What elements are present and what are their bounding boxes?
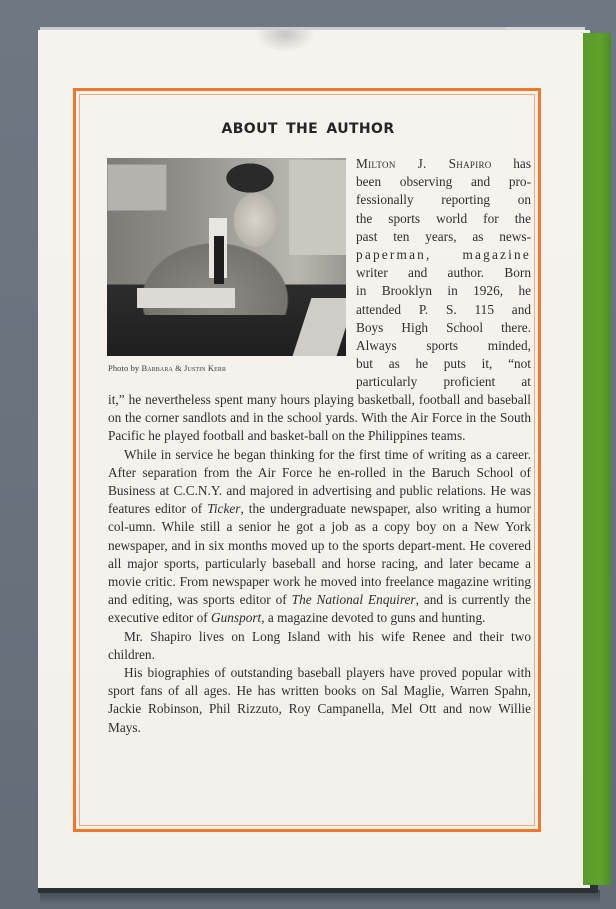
bio-line: Boys High School there. [356, 319, 531, 335]
green-spine-edge [583, 33, 611, 885]
bio-paragraph-4: His biographies of outstanding baseball players have proved popular with sport fans of all ages. He has written books on Sal Maglie, Warren Spahn, Jackie Robinson, Phil Rizzuto, Roy Campanella, Mel Ott and now Willie Mays. [108, 665, 531, 735]
caption-credit: Barbara & Justin Kerr [141, 363, 227, 373]
jacket-crease [255, 30, 315, 52]
bio-line: the sports world for the [356, 210, 531, 226]
bio-wrapped-column [356, 155, 531, 391]
bio-line: writer and author. Born [356, 265, 531, 281]
bio-paragraph-3: Mr. Shapiro lives on Long Island with his wife Renee and their two children. [108, 628, 531, 662]
author-photo [107, 158, 346, 356]
desk-surface [293, 298, 346, 356]
publication-gunsport: Gunsport [211, 610, 262, 626]
typewriter-paper [137, 288, 235, 308]
bio-line: in Brooklyn in 1926, he [356, 283, 531, 299]
bio-line: but as he puts it, “not [356, 356, 531, 372]
bio-line: fessionally reporting on [356, 192, 531, 208]
bio-paragraph-1-continued: it,” he nevertheless spent many hours playing basketball, football and baseball on the corner sandlots and in the school yards. With the Air Force in the South Pacific he played football and basket-ball on the Philippines teams. [108, 392, 531, 444]
caption-prefix: Photo by [108, 363, 140, 373]
bio-line: particularly proficient at [356, 374, 531, 390]
bio-paragraph-2: While in service he began thinking for the first time of writing as a career. After separation from the Air Force he en-rolled in the Baruch School of Business at C.C.N.Y. and majored in advertising and public relations. He was features editor of Ticker, the undergraduate newspaper, also writing a humor col-umn. While still a senior he got a job as a copy boy on a New York newspaper, and in six months moved up to the sports depart-ment. He covered all major sports, particularly baseball and horse racing, and later became a movie critic. From newspaper work he moved into freelance magazine writing and editing, was sports editor of The National Enquirer, and is currently the executive editor of Gunsport, a magazine devoted to guns and hunting. [108, 446, 531, 626]
wall-chart [107, 164, 167, 211]
author-tie [214, 236, 224, 284]
bio-line: paperman, magazine [356, 246, 531, 262]
bio-line: past ten years, as news- [356, 228, 531, 244]
bio-line: attended P. S. 115 and [356, 301, 531, 317]
publication-national-enquirer: The National Enquirer [291, 592, 416, 608]
photo-caption [108, 363, 226, 373]
page-title: ABOUT THE AUTHOR [221, 121, 395, 137]
author-name: Milton J. Shapiro [356, 156, 492, 171]
bio-line: been observing and pro- [356, 174, 531, 190]
bio-full-width [108, 391, 531, 737]
bio-line: Always sports minded, [356, 337, 531, 353]
bio-line: Milton J. Shapiro has [356, 156, 531, 171]
publication-ticker: Ticker [207, 501, 241, 517]
